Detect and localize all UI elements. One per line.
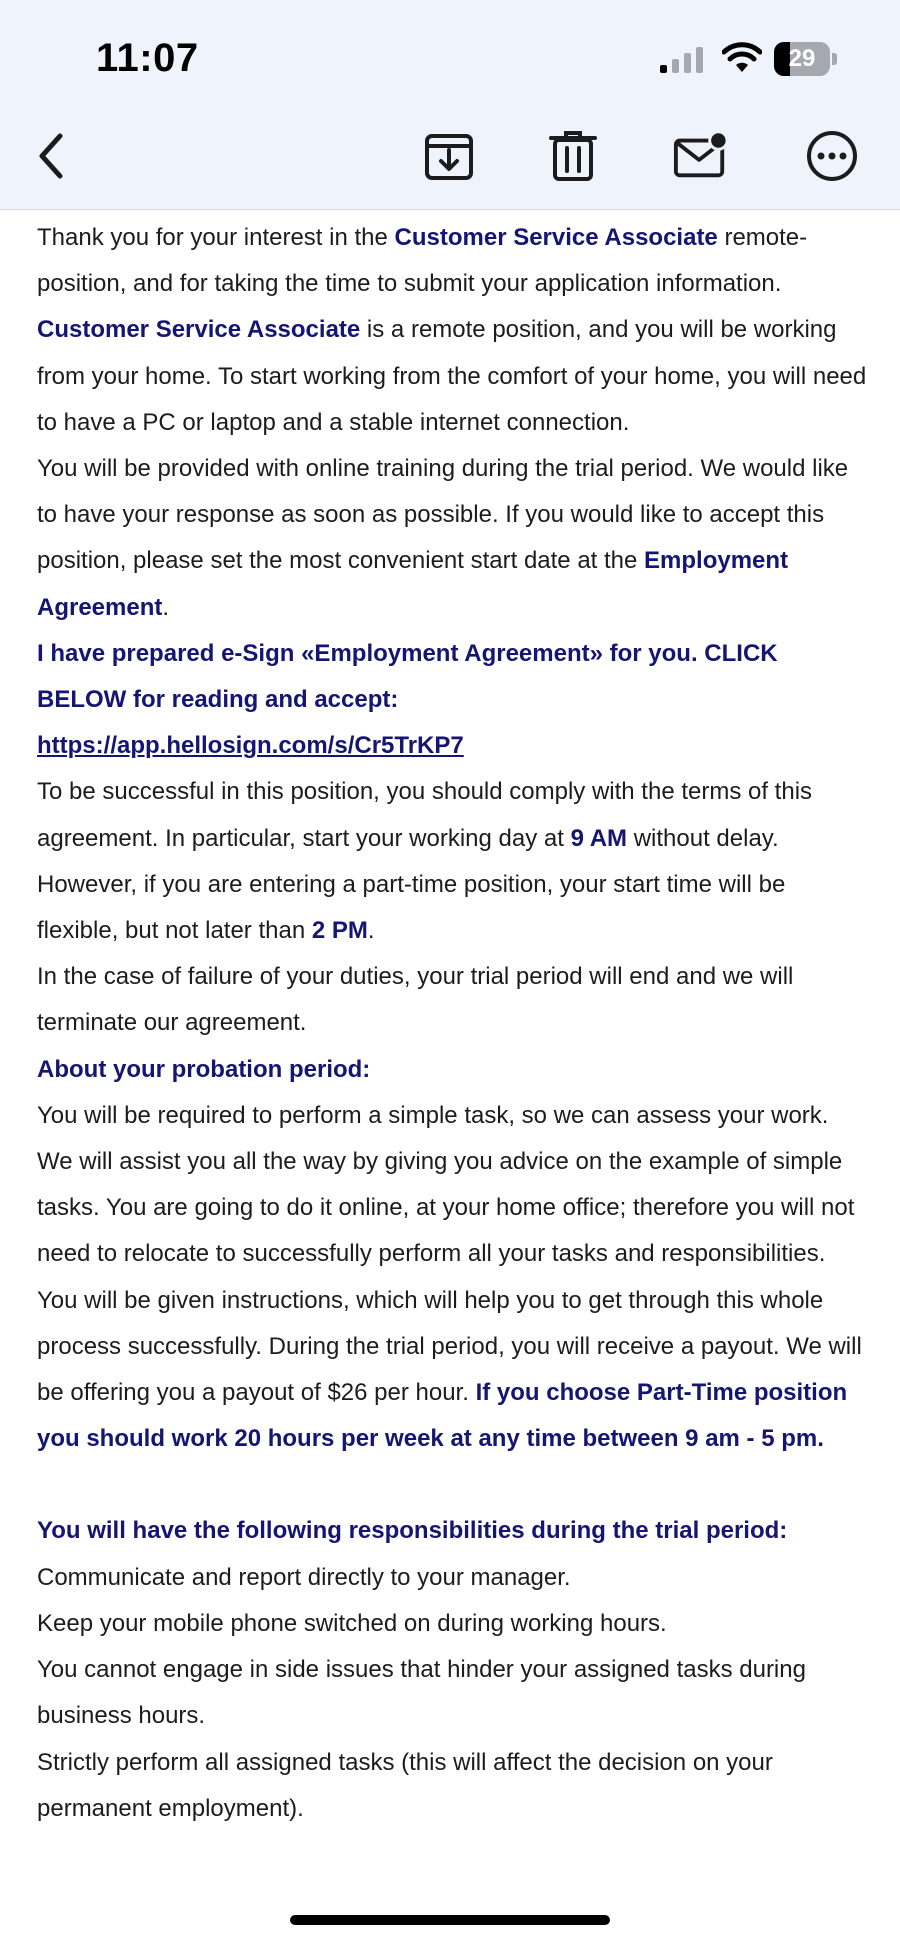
home-indicator[interactable]: [290, 1915, 610, 1925]
latest-start-time: 2 PM: [311, 917, 368, 945]
list-item: You cannot engage in side issues that hinder your assigned tasks during business hours.: [37, 1656, 806, 1730]
status-time: 11:07: [96, 36, 199, 80]
battery-level: 29: [788, 45, 816, 72]
cellular-signal-icon: [658, 46, 706, 74]
remote-paragraph: [37, 307, 867, 446]
training-paragraph: [37, 446, 867, 631]
probation-heading: About your probation period:: [37, 1055, 371, 1083]
email-body: [37, 215, 867, 1832]
job-title: Customer Service Associate: [37, 316, 361, 344]
text: You will be required to perform a simple task, so we can assess your work. We will assist you all the way by giving you advice on the example of simple tasks. You are going to do it online, at your home office; therefore you will not need to relocate to successfully perform all your tasks and responsibilities. You will be given instructions, which will help you to get through this whole process successfully. During the trial period, you will receive a payout. We will be offering you a payout of $26 per hour.: [37, 1101, 862, 1407]
probation-paragraph: [37, 1093, 867, 1463]
job-title: Customer Service Associate: [394, 224, 718, 251]
failure-paragraph: In the case of failure of your duties, your trial period will end and we will terminate our agreement.: [37, 963, 794, 1037]
agreement-link[interactable]: https://app.hellosign.com/s/Cr5TrKP7: [37, 732, 464, 760]
wifi-icon: [722, 42, 762, 74]
delete-button[interactable]: [545, 128, 601, 184]
archive-button[interactable]: [421, 128, 477, 184]
text: remote-position, and for taking the time to submit your application information.: [37, 224, 808, 298]
text: To be successful in this position, you should comply with the terms of this agreement. In particular, start your working day at: [37, 778, 813, 852]
back-chevron-icon: [32, 130, 72, 182]
more-button[interactable]: [804, 128, 860, 184]
text: is a remote position, and you will be working from your home. To start working from the comfort of your home, you will need to have a PC or laptop and a stable internet connection.: [37, 316, 867, 436]
agreement-name: Employment Agreement: [37, 547, 789, 621]
esign-paragraph: I have prepared e-Sign «Employment Agreement» for you. CLICK BELOW for reading and accept:: [37, 639, 778, 714]
trash-icon: [547, 130, 599, 182]
text: You will be provided with online training during the trial period. We would like to have your response as soon as possible. If you would like to accept this position, please set the most convenient start date at the: [37, 455, 849, 575]
text: without delay. However, if you are entering a part-time position, your start time will be flexible, but not later than: [37, 824, 786, 945]
back-button[interactable]: [24, 128, 80, 184]
battery-icon: [774, 42, 838, 76]
list-item: Keep your mobile phone switched on during working hours.: [37, 1609, 667, 1637]
responsibilities-heading: You will have the following responsibilities during the trial period:: [37, 1517, 788, 1545]
mark-unread-button[interactable]: [673, 128, 729, 184]
more-icon: [805, 129, 859, 183]
start-time: 9 AM: [570, 824, 628, 852]
list-item: Communicate and report directly to your manager.: [37, 1563, 571, 1591]
list-item: Strictly perform all assigned tasks (this will affect the decision on your permanent employment).: [37, 1748, 773, 1822]
text: .: [162, 593, 170, 621]
mail-toolbar: [0, 0, 900, 210]
archive-icon: [423, 130, 475, 182]
part-time-note: If you choose Part-Time position you should work 20 hours per week at any time between 9 am - 5 pm.: [37, 1379, 848, 1453]
schedule-paragraph: [37, 769, 867, 954]
text: .: [367, 917, 375, 945]
intro-paragraph: [37, 215, 867, 307]
mark-unread-icon: [673, 130, 729, 182]
text: Thank you for your interest in the: [37, 224, 395, 251]
